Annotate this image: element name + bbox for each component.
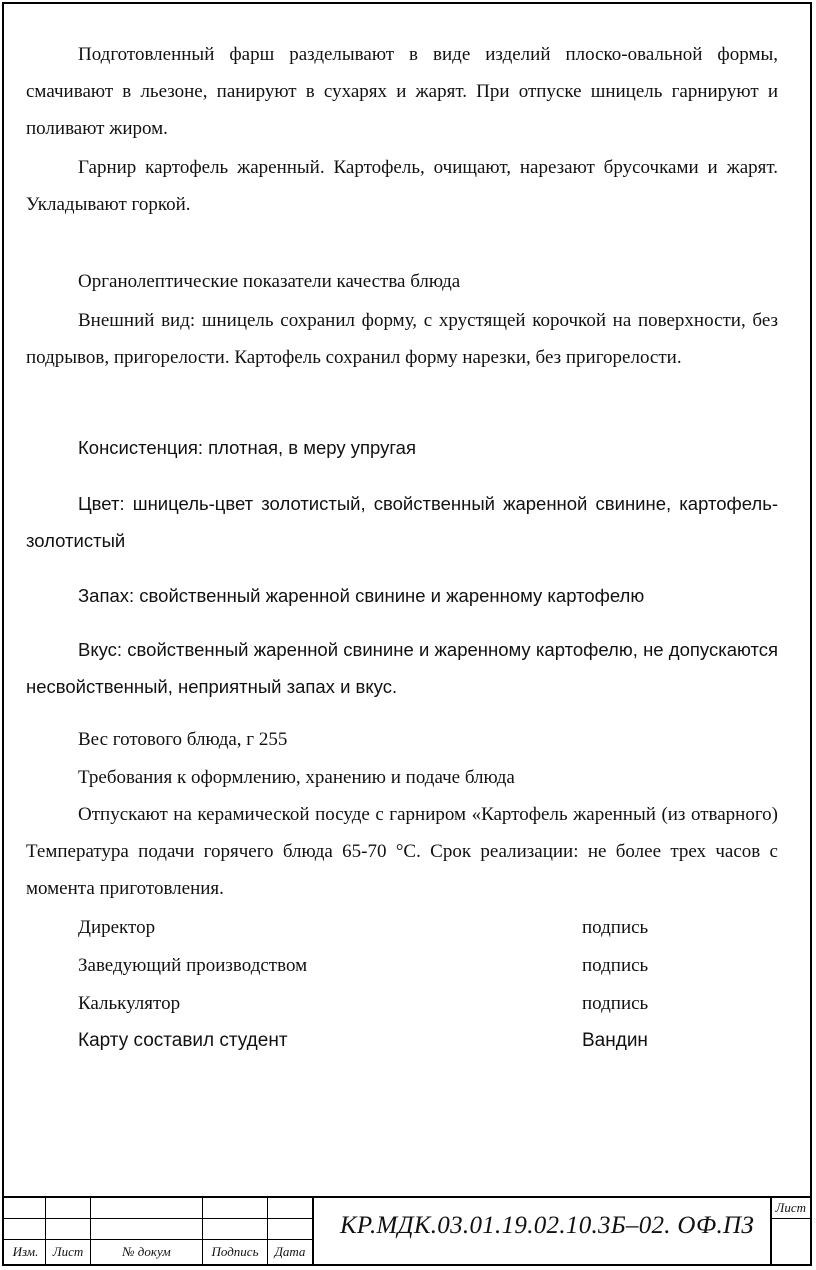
signature-row	[78, 1022, 778, 1059]
stamp-col-date: Дата	[274, 1244, 306, 1259]
title-block-stamp	[4, 1196, 810, 1264]
paragraph-weight: Вес готового блюда, г 255	[78, 729, 288, 750]
stamp-sheet-label: Лист	[775, 1200, 806, 1215]
document-code: КР.МДК.03.01.19.02.10.3Б–02. ОФ.ПЗ	[340, 1212, 755, 1239]
paragraph-consistency: Консистенция: плотная, в меру упругая	[78, 437, 416, 458]
paragraph-serving: Отпускают на керамической посуде с гарниром «Картофель жаренный (из отварного) Температура подачи горячего блюда 65-70 °С. Срок реализации: не более трех часов с момента приготовления.	[26, 804, 778, 899]
signature-role: Директор	[78, 917, 156, 938]
stamp-col-sheet: Лист	[52, 1244, 84, 1259]
paragraph-smell: Запах: свойственный жаренной свинине и жаренному картофелю	[78, 585, 645, 606]
stamp-col-change: Изм.	[12, 1244, 39, 1259]
signature-row	[78, 909, 778, 946]
signature-value: Вандин	[582, 1030, 648, 1051]
signature-row	[78, 985, 778, 1022]
signature-role: Калькулятор	[78, 993, 181, 1014]
paragraph-garnish: Гарнир картофель жаренный. Картофель, очищают, нарезают брусочками и жарят. Укладывают горкой.	[26, 157, 778, 215]
paragraph-color: Цвет: шницель-цвет золотистый, свойственный жаренной свинине, картофель- золотистый	[26, 493, 778, 551]
section-heading-organoleptic: Органолептические показатели качества блюда	[78, 271, 461, 292]
stamp-col-signature: Подпись	[211, 1244, 259, 1259]
signature-value: подпись	[582, 955, 649, 976]
stamp-col-document-number: № докум	[122, 1244, 171, 1259]
section-heading-requirements: Требования к оформлению, хранению и подаче блюда	[78, 767, 515, 788]
signature-row	[78, 947, 778, 984]
signature-role: Карту составил студент	[78, 1030, 288, 1051]
document-sheet	[2, 2, 812, 1266]
paragraph-taste: Вкус: свойственный жаренной свинине и жаренному картофелю, не допускаются несвойственный, неприятный запах и вкус.	[26, 639, 778, 697]
signature-value: подпись	[582, 917, 649, 938]
signature-role: Заведующий производством	[78, 955, 308, 976]
paragraph-appearance: Внешний вид: шницель сохранил форму, с хрустящей корочкой на поверхности, без подрывов, пригорелости. Картофель сохранил форму нарезки, без пригорелости.	[26, 310, 778, 368]
signature-value: подпись	[582, 993, 649, 1014]
paragraph-preparation: Подготовленный фарш разделывают в виде изделий плоско-овальной формы, смачивают в льезоне, панируют в сухарях и жарят. При отпуске шницель гарнируют и поливают жиром.	[26, 44, 778, 139]
